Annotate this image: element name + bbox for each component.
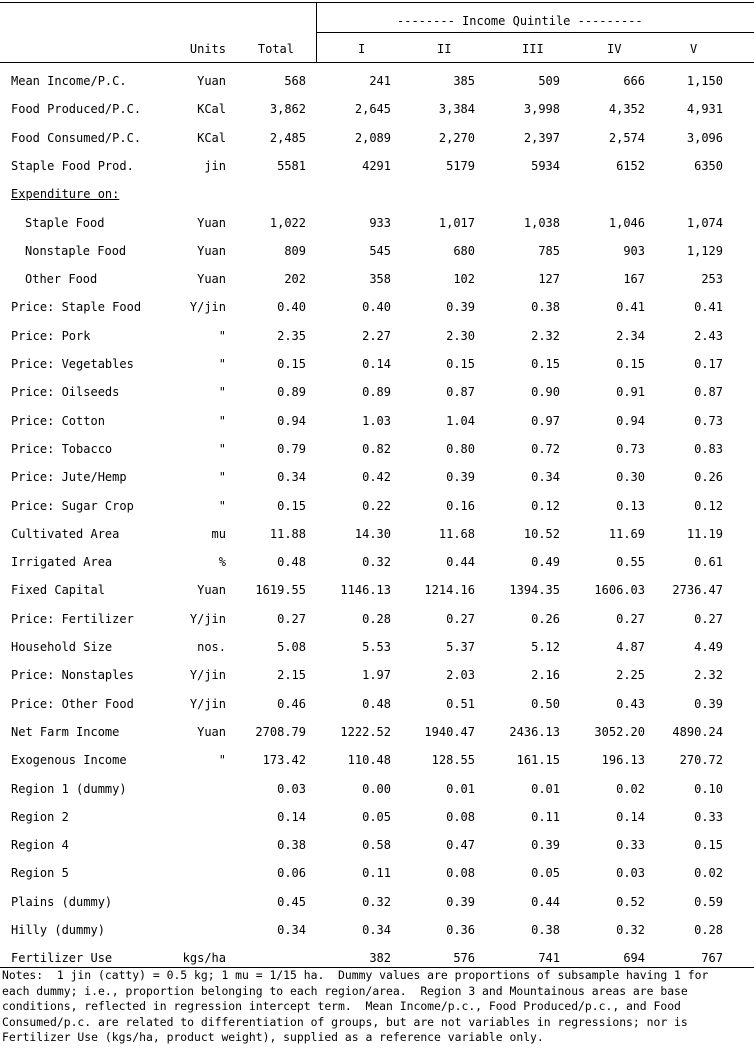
cell-total: 0.48: [277, 555, 306, 569]
cell-label: Price: Pork: [11, 329, 91, 343]
column-header-quintile-3: III: [522, 42, 544, 56]
cell-q5: 0.26: [694, 470, 723, 484]
cell-q1: 1.03: [362, 414, 391, 428]
cell-total: 1,022: [269, 216, 306, 230]
cell-total: 0.45: [277, 895, 306, 909]
cell-q1: 5.53: [362, 640, 391, 654]
table-row: [0, 782, 754, 802]
cell-label: Price: Sugar Crop: [11, 499, 134, 513]
cell-label: Hilly (dummy): [11, 923, 105, 937]
cell-q2: 0.87: [446, 385, 475, 399]
cell-q4: 694: [623, 951, 645, 965]
cell-q3: 0.38: [531, 923, 560, 937]
cell-q3: 161.15: [516, 753, 560, 767]
cell-label: Food Produced/P.C.: [11, 102, 142, 116]
cell-q1: 2,089: [354, 131, 391, 145]
table-row: [0, 357, 754, 377]
cell-q3: 0.05: [531, 866, 560, 880]
cell-q3: 785: [538, 244, 560, 258]
cell-total: 2.15: [277, 668, 306, 682]
cell-q1: 0.82: [362, 442, 391, 456]
table-row: [0, 385, 754, 405]
cell-units: nos.: [197, 640, 226, 654]
cell-q4: 3052.20: [594, 725, 645, 739]
cell-q1: 1222.52: [340, 725, 391, 739]
cell-q5: 0.39: [694, 697, 723, 711]
notes-line-3: conditions, reflected in regression intercept term. Mean Income/p.c., Food Produced/p.c., and Food: [2, 999, 681, 1013]
cell-q4: 666: [623, 74, 645, 88]
cell-q4: 0.30: [616, 470, 645, 484]
cell-label: Cultivated Area: [11, 527, 120, 541]
cell-q5: 0.73: [694, 414, 723, 428]
cell-q5: 2.43: [694, 329, 723, 343]
cell-q1: 1.97: [362, 668, 391, 682]
cell-q4: 6152: [616, 159, 645, 173]
cell-q3: 0.15: [531, 357, 560, 371]
cell-q3: 0.44: [531, 895, 560, 909]
cell-q5: 11.19: [686, 527, 723, 541]
cell-q2: 5179: [446, 159, 475, 173]
cell-q5: 0.17: [694, 357, 723, 371]
table-row: [0, 216, 754, 236]
cell-units: kgs/ha: [182, 951, 226, 965]
cell-q2: 0.39: [446, 470, 475, 484]
column-header-units: Units: [189, 42, 226, 56]
cell-q1: 0.32: [362, 555, 391, 569]
cell-q2: 385: [453, 74, 475, 88]
column-header-quintile-4: IV: [607, 42, 622, 56]
cell-q1: 0.34: [362, 923, 391, 937]
cell-q1: 0.14: [362, 357, 391, 371]
cell-label: Price: Tobacco: [11, 442, 113, 456]
cell-units: Yuan: [197, 244, 226, 258]
cell-q3: 2.32: [531, 329, 560, 343]
cell-q3: 0.34: [531, 470, 560, 484]
cell-label: Other Food: [25, 272, 98, 286]
cell-q4: 1606.03: [594, 583, 645, 597]
table-row: [0, 442, 754, 462]
cell-label: Staple Food: [25, 216, 105, 230]
cell-label: Price: Oilseeds: [11, 385, 120, 399]
cell-q2: 11.68: [438, 527, 475, 541]
table-row: [0, 668, 754, 688]
table-row: [0, 131, 754, 151]
cell-q2: 0.51: [446, 697, 475, 711]
cell-label: Region 1 (dummy): [11, 782, 127, 796]
table-row: [0, 272, 754, 292]
cell-q2: 5.37: [446, 640, 475, 654]
cell-q2: 0.80: [446, 442, 475, 456]
cell-q4: 0.52: [616, 895, 645, 909]
cell-q2: 576: [453, 951, 475, 965]
cell-q2: 0.08: [446, 810, 475, 824]
column-header-total: Total: [257, 42, 294, 56]
cell-q1: 0.05: [362, 810, 391, 824]
cell-label: Staple Food Prod.: [11, 159, 134, 173]
cell-q4: 0.02: [616, 782, 645, 796]
table-row: [0, 923, 754, 943]
cell-q1: 0.28: [362, 612, 391, 626]
cell-total: 0.34: [277, 923, 306, 937]
cell-q1: 358: [369, 272, 391, 286]
cell-q4: 0.15: [616, 357, 645, 371]
cell-label: Household Size: [11, 640, 113, 654]
cell-q4: 903: [623, 244, 645, 258]
cell-q4: 0.41: [616, 300, 645, 314]
cell-q1: 0.40: [362, 300, 391, 314]
cell-total: 2.35: [277, 329, 306, 343]
cell-q2: 102: [453, 272, 475, 286]
cell-q1: 1146.13: [340, 583, 391, 597]
cell-q2: 0.36: [446, 923, 475, 937]
cell-q2: 2,270: [438, 131, 475, 145]
cell-q3: 2436.13: [509, 725, 560, 739]
table-row: [0, 187, 754, 207]
cell-q2: 128.55: [431, 753, 475, 767]
cell-total: 1619.55: [255, 583, 306, 597]
cell-q2: 0.39: [446, 895, 475, 909]
cell-q5: 6350: [694, 159, 723, 173]
cell-q4: 0.03: [616, 866, 645, 880]
cell-q2: 0.27: [446, 612, 475, 626]
cell-q3: 1394.35: [509, 583, 560, 597]
cell-q4: 4,352: [608, 102, 645, 116]
cell-q5: 4.49: [694, 640, 723, 654]
cell-q1: 14.30: [354, 527, 391, 541]
cell-q4: 0.43: [616, 697, 645, 711]
cell-q4: 4.87: [616, 640, 645, 654]
table-row: [0, 612, 754, 632]
cell-label: Food Consumed/P.C.: [11, 131, 142, 145]
cell-q4: 0.91: [616, 385, 645, 399]
table-row: [0, 74, 754, 94]
cell-label: Region 5: [11, 866, 69, 880]
cell-q4: 0.33: [616, 838, 645, 852]
cell-total: 202: [284, 272, 306, 286]
cell-total: 2708.79: [255, 725, 306, 739]
cell-units: ": [218, 329, 226, 343]
cell-units: KCal: [197, 131, 226, 145]
cell-label: Price: Vegetables: [11, 357, 134, 371]
header-bottom-rule: [0, 62, 754, 63]
cell-total: 568: [284, 74, 306, 88]
cell-q3: 10.52: [523, 527, 560, 541]
table-row: [0, 527, 754, 547]
cell-label: Price: Nonstaples: [11, 668, 134, 682]
cell-label: Exogenous Income: [11, 753, 127, 767]
cell-q1: 0.32: [362, 895, 391, 909]
cell-q3: 0.49: [531, 555, 560, 569]
cell-label: Plains (dummy): [11, 895, 113, 909]
cell-label: Region 4: [11, 838, 69, 852]
cell-q5: 253: [701, 272, 723, 286]
table-row: [0, 697, 754, 717]
cell-q5: 0.33: [694, 810, 723, 824]
cell-total: 11.88: [269, 527, 306, 541]
table-notes: [2, 968, 754, 1046]
cell-total: 0.06: [277, 866, 306, 880]
cell-label: Nonstaple Food: [25, 244, 127, 258]
cell-q4: 11.69: [608, 527, 645, 541]
cell-q1: 933: [369, 216, 391, 230]
cell-total: 0.94: [277, 414, 306, 428]
cell-q4: 2.34: [616, 329, 645, 343]
cell-total: 2,485: [269, 131, 306, 145]
table-row: [0, 838, 754, 858]
cell-units: ": [218, 385, 226, 399]
cell-units: ": [218, 442, 226, 456]
cell-q3: 5.12: [531, 640, 560, 654]
cell-units: Y/jin: [189, 668, 226, 682]
cell-q5: 4,931: [686, 102, 723, 116]
cell-q3: 0.38: [531, 300, 560, 314]
cell-units: mu: [211, 527, 226, 541]
cell-units: Yuan: [197, 583, 226, 597]
cell-q3: 0.01: [531, 782, 560, 796]
cell-label: Price: Other Food: [11, 697, 134, 711]
cell-q1: 2,645: [354, 102, 391, 116]
cell-total: 3,862: [269, 102, 306, 116]
cell-label: Mean Income/P.C.: [11, 74, 127, 88]
cell-q1: 241: [369, 74, 391, 88]
cell-q4: 0.14: [616, 810, 645, 824]
cell-q1: 110.48: [347, 753, 391, 767]
cell-q5: 0.83: [694, 442, 723, 456]
cell-q5: 0.28: [694, 923, 723, 937]
cell-units: ": [218, 414, 226, 428]
cell-units: Y/jin: [189, 612, 226, 626]
cell-q3: 1,038: [523, 216, 560, 230]
cell-q5: 2.32: [694, 668, 723, 682]
cell-units: Y/jin: [189, 300, 226, 314]
table-row: [0, 159, 754, 179]
column-header-quintile-5: V: [690, 42, 698, 56]
cell-q3: 0.97: [531, 414, 560, 428]
cell-total: 0.89: [277, 385, 306, 399]
cell-total: 0.40: [277, 300, 306, 314]
cell-q3: 2.16: [531, 668, 560, 682]
cell-q3: 0.39: [531, 838, 560, 852]
cell-q1: 0.42: [362, 470, 391, 484]
cell-q1: 382: [369, 951, 391, 965]
cell-q1: 0.89: [362, 385, 391, 399]
cell-q3: 0.72: [531, 442, 560, 456]
cell-q5: 0.12: [694, 499, 723, 513]
table-row: [0, 555, 754, 575]
cell-q4: 0.73: [616, 442, 645, 456]
cell-total: 5581: [277, 159, 306, 173]
cell-units: KCal: [197, 102, 226, 116]
quintile-title: -------- Income Quintile ---------: [397, 14, 643, 28]
table-row: [0, 300, 754, 320]
table-row: [0, 470, 754, 490]
cell-q3: 3,998: [523, 102, 560, 116]
cell-q1: 2.27: [362, 329, 391, 343]
cell-q2: 1940.47: [424, 725, 475, 739]
cell-q5: 0.10: [694, 782, 723, 796]
cell-q5: 2736.47: [672, 583, 723, 597]
cell-units: Yuan: [197, 216, 226, 230]
table-row: [0, 329, 754, 349]
cell-total: 0.15: [277, 499, 306, 513]
cell-q5: 0.87: [694, 385, 723, 399]
table-row: [0, 810, 754, 830]
cell-q2: 0.39: [446, 300, 475, 314]
cell-q5: 1,129: [686, 244, 723, 258]
cell-label: Irrigated Area: [11, 555, 113, 569]
cell-q4: 2,574: [608, 131, 645, 145]
cell-label: Price: Cotton: [11, 414, 105, 428]
cell-q2: 3,384: [438, 102, 475, 116]
cell-total: 0.27: [277, 612, 306, 626]
cell-units: Yuan: [197, 74, 226, 88]
cell-label: Region 2: [11, 810, 69, 824]
cell-q4: 0.27: [616, 612, 645, 626]
cell-q4: 196.13: [601, 753, 645, 767]
cell-q1: 545: [369, 244, 391, 258]
cell-q4: 0.55: [616, 555, 645, 569]
quintile-underline: [316, 32, 754, 33]
cell-q2: 1,017: [438, 216, 475, 230]
cell-q2: 0.47: [446, 838, 475, 852]
cell-q5: 0.27: [694, 612, 723, 626]
column-header-quintile-2: II: [437, 42, 452, 56]
cell-q3: 0.26: [531, 612, 560, 626]
cell-total: 5.08: [277, 640, 306, 654]
cell-units: Yuan: [197, 272, 226, 286]
cell-q5: 4890.24: [672, 725, 723, 739]
column-header-quintile-1: I: [358, 42, 366, 56]
cell-q3: 0.90: [531, 385, 560, 399]
cell-total: 0.14: [277, 810, 306, 824]
cell-label: Expenditure on:: [11, 187, 120, 201]
cell-units: ": [218, 753, 226, 767]
cell-q4: 0.13: [616, 499, 645, 513]
table-row: [0, 414, 754, 434]
table-row: [0, 895, 754, 915]
cell-q3: 0.11: [531, 810, 560, 824]
cell-q1: 0.48: [362, 697, 391, 711]
cell-total: 809: [284, 244, 306, 258]
cell-q3: 741: [538, 951, 560, 965]
cell-total: 0.34: [277, 470, 306, 484]
cell-units: Y/jin: [189, 697, 226, 711]
table-row: [0, 583, 754, 603]
cell-label: Price: Fertilizer: [11, 612, 134, 626]
cell-total: 0.46: [277, 697, 306, 711]
notes-line-2: each dummy; i.e., proportion belonging to each region/area. Region 3 and Mountainous areas are base: [2, 983, 688, 998]
cell-label: Net Farm Income: [11, 725, 120, 739]
cell-q3: 2,397: [523, 131, 560, 145]
cell-q2: 2.30: [446, 329, 475, 343]
cell-q1: 4291: [362, 159, 391, 173]
cell-label: Price: Staple Food: [11, 300, 142, 314]
cell-q3: 0.50: [531, 697, 560, 711]
cell-q3: 127: [538, 272, 560, 286]
table-row: [0, 725, 754, 745]
cell-q4: 0.94: [616, 414, 645, 428]
cell-total: 0.38: [277, 838, 306, 852]
cell-q5: 0.02: [694, 866, 723, 880]
cell-q1: 0.11: [362, 866, 391, 880]
cell-units: Yuan: [197, 725, 226, 739]
notes-line-5: Fertilizer Use (kgs/ha, product weight), supplied as a reference variable only.: [2, 1030, 544, 1044]
cell-q5: 0.61: [694, 555, 723, 569]
cell-label: Fertilizer Use: [11, 951, 113, 965]
cell-q2: 0.16: [446, 499, 475, 513]
cell-q2: 0.08: [446, 866, 475, 880]
top-rule: [0, 2, 316, 3]
cell-q2: 0.15: [446, 357, 475, 371]
cell-q5: 0.41: [694, 300, 723, 314]
cell-q1: 0.58: [362, 838, 391, 852]
cell-q2: 680: [453, 244, 475, 258]
cell-q3: 5934: [531, 159, 560, 173]
cell-label: Fixed Capital: [11, 583, 105, 597]
cell-units: ": [218, 499, 226, 513]
cell-q2: 1214.16: [424, 583, 475, 597]
table-row: [0, 753, 754, 773]
cell-label: Price: Jute/Hemp: [11, 470, 127, 484]
cell-q4: 0.32: [616, 923, 645, 937]
cell-q1: 0.22: [362, 499, 391, 513]
cell-total: 0.03: [277, 782, 306, 796]
table-row: [0, 102, 754, 122]
cell-q3: 509: [538, 74, 560, 88]
cell-total: 0.79: [277, 442, 306, 456]
cell-q4: 1,046: [608, 216, 645, 230]
notes-line-1: Notes: 1 jin (catty) = 0.5 kg; 1 mu = 1/15 ha. Dummy values are proportions of subsample having 1 for: [2, 968, 709, 982]
cell-q2: 0.44: [446, 555, 475, 569]
cell-units: ": [218, 357, 226, 371]
cell-q2: 0.01: [446, 782, 475, 796]
cell-q5: 767: [701, 951, 723, 965]
cell-units: %: [218, 555, 226, 569]
table-row: [0, 866, 754, 886]
cell-q5: 1,150: [686, 74, 723, 88]
table-row: [0, 244, 754, 264]
top-rule-right: [316, 2, 754, 3]
cell-q4: 2.25: [616, 668, 645, 682]
cell-total: 0.15: [277, 357, 306, 371]
cell-units: ": [218, 470, 226, 484]
cell-q5: 1,074: [686, 216, 723, 230]
cell-q2: 2.03: [446, 668, 475, 682]
cell-q4: 167: [623, 272, 645, 286]
cell-q1: 0.00: [362, 782, 391, 796]
cell-q5: 270.72: [679, 753, 723, 767]
notes-line-4: Consumed/p.c. are related to differentiation of groups, but are not variables in regressions; nor is: [2, 1014, 688, 1029]
table-row: [0, 499, 754, 519]
cell-q3: 0.12: [531, 499, 560, 513]
cell-q2: 1.04: [446, 414, 475, 428]
cell-units: jin: [204, 159, 226, 173]
cell-total: 173.42: [262, 753, 306, 767]
cell-q5: 0.59: [694, 895, 723, 909]
cell-q5: 3,096: [686, 131, 723, 145]
table-row: [0, 640, 754, 660]
cell-q5: 0.15: [694, 838, 723, 852]
